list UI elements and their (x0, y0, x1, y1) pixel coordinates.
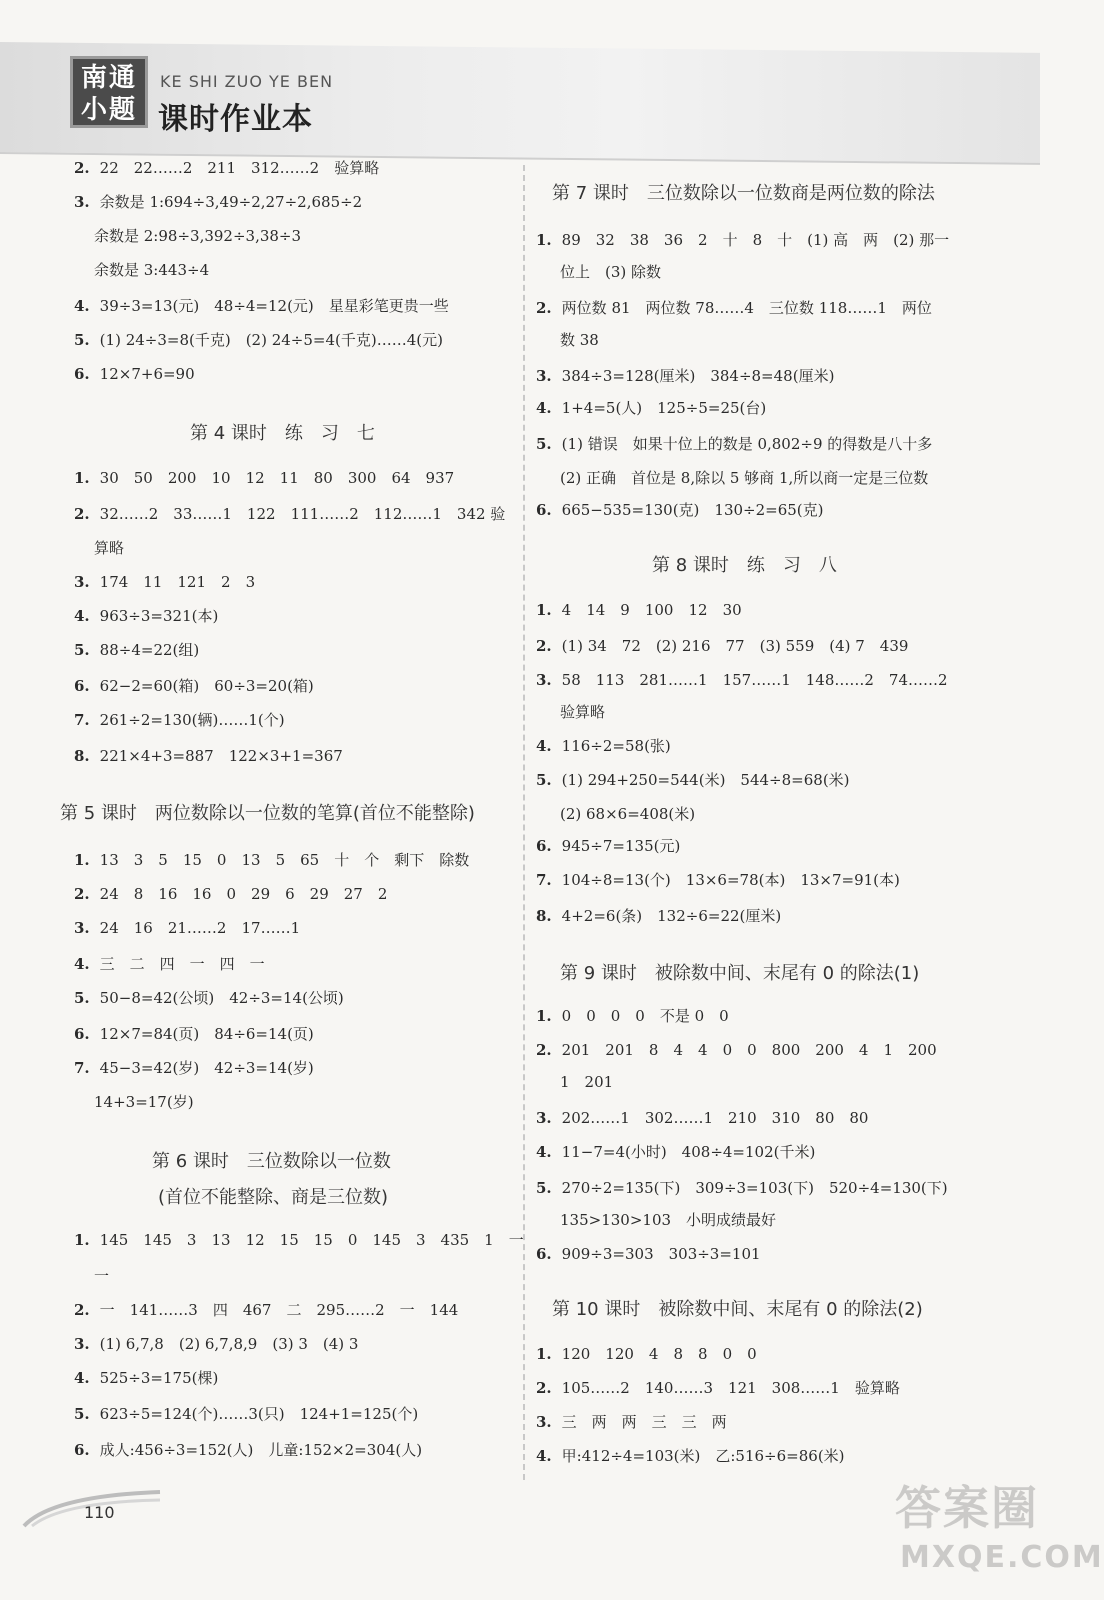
answer-text: 45−3=42(岁) 42÷3=14(岁) (99, 1059, 314, 1077)
header-band (0, 42, 1040, 165)
section-heading: 第 7 课时 三位数除以一位数商是两位数的除法 (552, 183, 935, 204)
answer-item (536, 770, 850, 790)
answer-item (74, 676, 314, 696)
answer-text: 32……2 33……1 122 111……2 112……1 342 验 (99, 505, 506, 523)
answer-text: 221×4+3=887 122×3+1=367 (99, 747, 343, 765)
answer-text: 202……1 302……1 210 310 80 80 (561, 1109, 869, 1127)
item-number: 6. (536, 837, 552, 855)
answer-item (536, 600, 742, 620)
item-number: 4. (74, 607, 90, 625)
answer-text: 525÷3=175(棵) (99, 1369, 219, 1387)
answer-text: 105……2 140……3 121 308……1 验算略 (561, 1379, 900, 1397)
item-number: 2. (536, 299, 552, 317)
answer-text: 1 201 (560, 1073, 614, 1091)
answer-item (74, 606, 218, 626)
item-number: 8. (536, 907, 552, 925)
item-number: 3. (536, 367, 552, 385)
answer-text: 4+2=6(条) 132÷6=22(厘米) (561, 907, 782, 925)
item-number: 6. (536, 501, 552, 519)
answer-item (74, 710, 285, 730)
item-number: 7. (536, 871, 552, 889)
page-number: 110 (84, 1503, 115, 1522)
item-number: 6. (536, 1245, 552, 1263)
item-number: 4. (74, 955, 90, 973)
item-number: 2. (536, 637, 552, 655)
answer-text: 88÷4=22(组) (99, 641, 200, 659)
answer-text: 201 201 8 4 4 0 0 800 200 4 1 200 (561, 1041, 937, 1059)
item-number: 3. (74, 1335, 90, 1353)
answer-item (74, 1404, 418, 1424)
answer-text: 位上 (3) 除数 (560, 263, 662, 281)
answer-item (74, 364, 195, 384)
answer-text: 261÷2=130(辆)……1(个) (99, 711, 285, 729)
item-number: 3. (74, 573, 90, 591)
answer-text: 50−8=42(公顷) 42÷3=14(公顷) (99, 989, 344, 1007)
answer-text: 104÷8=13(个) 13×6=78(本) 13×7=91(本) (561, 871, 900, 889)
item-number: 3. (536, 671, 552, 689)
item-number: 7. (74, 711, 90, 729)
item-number: 4. (74, 297, 90, 315)
answer-item (74, 850, 469, 870)
answer-text: (1) 34 72 (2) 216 77 (3) 559 (4) 7 439 (561, 637, 909, 655)
answer-item (536, 1108, 868, 1128)
answer-text: 两位数 81 两位数 78……4 三位数 118……1 两位 (561, 299, 932, 317)
answer-item (74, 572, 255, 592)
answer-text: 余数是 1:694÷3,49÷2,27÷2,685÷2 (99, 193, 363, 211)
answer-item (536, 836, 680, 856)
answer-text: 120 120 4 8 8 0 0 (561, 1345, 757, 1363)
answer-text: 945÷7=135(元) (561, 837, 681, 855)
item-number: 4. (536, 1143, 552, 1161)
item-number: 1. (536, 1345, 552, 1363)
answer-text: 665−535=130(克) 130÷2=65(克) (561, 501, 824, 519)
answer-item (74, 954, 265, 974)
answer-item (536, 670, 948, 690)
answer-text: (1) 6,7,8 (2) 6,7,8,9 (3) 3 (4) 3 (99, 1335, 359, 1353)
item-number: 2. (74, 505, 90, 523)
answer-text: (1) 错误 如果十位上的数是 0,802÷9 的得数是八十多 (561, 435, 933, 453)
answer-text: 4 14 9 100 12 30 (561, 601, 742, 619)
item-number: 3. (74, 919, 90, 937)
answer-item (536, 1446, 845, 1466)
item-number: 1. (74, 851, 90, 869)
answer-text: 24 16 21……2 17……1 (99, 919, 301, 937)
answer-text: 14+3=17(岁) (94, 1093, 194, 1111)
item-number: 6. (74, 1441, 90, 1459)
answer-text: 909÷3=303 303÷3=101 (561, 1245, 761, 1263)
answer-continuation (94, 1266, 109, 1286)
answer-item (536, 1142, 815, 1162)
item-number: 4. (536, 1447, 552, 1465)
brand-logo (70, 56, 148, 128)
item-number: 4. (536, 399, 552, 417)
answer-text: 12×7=84(页) 84÷6=14(页) (99, 1025, 314, 1043)
answer-text: 数 38 (560, 331, 599, 349)
answer-text: 384÷3=128(厘米) 384÷8=48(厘米) (561, 367, 835, 385)
answer-text: 三 二 四 一 四 一 (99, 955, 265, 973)
item-number: 5. (74, 989, 90, 1007)
section-heading: 第 9 课时 被除数中间、末尾有 0 的除法(1) (560, 963, 920, 984)
answer-item (536, 434, 932, 454)
answer-item (74, 884, 387, 904)
answer-text: 39÷3=13(元) 48÷4=12(元) 星星彩笔更贵一些 (99, 297, 449, 315)
answer-continuation (94, 226, 301, 246)
answer-continuation (560, 330, 599, 350)
answer-text: 22 22……2 211 312……2 验算略 (99, 159, 380, 177)
answer-item (74, 746, 343, 766)
answer-item (536, 906, 781, 926)
answer-text: 验算略 (560, 703, 606, 721)
answer-item (74, 1024, 314, 1044)
item-number: 1. (74, 1231, 90, 1249)
answer-item (74, 988, 344, 1008)
answer-item (536, 366, 834, 386)
answer-text: 余数是 3:443÷4 (94, 261, 210, 279)
answer-text: 58 113 281……1 157……1 148……2 74……2 (561, 671, 948, 689)
answer-item (74, 296, 449, 316)
item-number: 8. (74, 747, 90, 765)
answer-item (536, 1006, 729, 1026)
answer-text: (2) 68×6=408(米) (560, 805, 696, 823)
answer-continuation (560, 1210, 776, 1230)
item-number: 5. (74, 641, 90, 659)
item-number: 3. (536, 1109, 552, 1127)
answer-item (536, 1178, 948, 1198)
answer-text: 三 两 两 三 三 两 (561, 1413, 727, 1431)
item-number: 5. (536, 771, 552, 789)
item-number: 3. (536, 1413, 552, 1431)
answer-item (74, 640, 199, 660)
answer-item (536, 398, 766, 418)
item-number: 1. (536, 1007, 552, 1025)
item-number: 1. (74, 469, 90, 487)
answer-item (74, 1058, 314, 1078)
answer-text: 12×7+6=90 (99, 365, 195, 383)
answer-continuation (560, 804, 695, 824)
answer-text: 1+4=5(人) 125÷5=25(台) (561, 399, 767, 417)
item-number: 4. (536, 737, 552, 755)
watermark-site: MXQE.COM (900, 1540, 1104, 1575)
answer-item (536, 500, 824, 520)
answer-continuation (560, 702, 605, 722)
answer-item (536, 1378, 900, 1398)
item-number: 2. (74, 1301, 90, 1319)
item-number: 7. (74, 1059, 90, 1077)
answer-text: 算略 (94, 539, 125, 557)
item-number: 5. (536, 1179, 552, 1197)
answer-item (74, 192, 362, 212)
section-heading: (首位不能整除、商是三位数) (158, 1187, 389, 1208)
answer-text: 成人:456÷3=152(人) 儿童:152×2=304(人) (99, 1441, 423, 1459)
answer-item (536, 736, 671, 756)
answer-text: 89 32 38 36 2 十 8 十 (1) 高 两 (2) 那一 (561, 231, 950, 249)
answer-text: 135>130>103 小明成绩最好 (560, 1211, 777, 1229)
answer-text: (1) 294+250=544(米) 544÷8=68(米) (561, 771, 850, 789)
section-heading: 第 6 课时 三位数除以一位数 (152, 1151, 391, 1172)
answer-item (74, 504, 505, 524)
section-heading: 第 10 课时 被除数中间、末尾有 0 的除法(2) (552, 1299, 923, 1320)
answer-continuation (560, 1072, 613, 1092)
logo-line2: 小题 (80, 95, 137, 125)
answer-item (536, 870, 900, 890)
item-number: 5. (74, 331, 90, 349)
item-number: 1. (536, 601, 552, 619)
item-number: 2. (74, 885, 90, 903)
item-number: 6. (74, 365, 90, 383)
section-heading: 第 4 课时 练 习 七 (190, 423, 375, 444)
item-number: 1. (536, 231, 552, 249)
answer-item (536, 1412, 727, 1432)
answer-text: 一 (94, 1267, 110, 1285)
answer-text: 11−7=4(小时) 408÷4=102(千米) (561, 1143, 816, 1161)
answer-item (536, 1244, 761, 1264)
answer-item (536, 1040, 937, 1060)
watermark-logo: 答案圈 (895, 1481, 1039, 1535)
answer-continuation (94, 538, 124, 558)
answer-text: 一 141……3 四 467 二 295……2 一 144 (99, 1301, 459, 1319)
answer-text: 116÷2=58(张) (561, 737, 671, 755)
item-number: 6. (74, 677, 90, 695)
answer-text: 963÷3=321(本) (99, 607, 219, 625)
answer-item (74, 1440, 422, 1460)
answer-continuation (560, 468, 928, 488)
answer-text: 623÷5=124(个)……3(只) 124+1=125(个) (99, 1405, 419, 1423)
section-heading: 第 5 课时 两位数除以一位数的笔算(首位不能整除) (60, 803, 475, 824)
answer-continuation (94, 1092, 194, 1112)
answer-item (536, 298, 932, 318)
answer-item (74, 1230, 524, 1250)
answer-continuation (560, 262, 661, 282)
item-number: 6. (74, 1025, 90, 1043)
answer-text: 24 8 16 16 0 29 6 29 27 2 (99, 885, 388, 903)
answer-item (74, 1368, 218, 1388)
answer-item (536, 636, 908, 656)
answer-text: (1) 24÷3=8(千克) (2) 24÷5=4(千克)……4(元) (99, 331, 443, 349)
item-number: 5. (536, 435, 552, 453)
answer-text: 13 3 5 15 0 13 5 65 十 个 剩下 除数 (99, 851, 470, 869)
answer-item (536, 230, 949, 250)
item-number: 2. (74, 159, 90, 177)
answer-text: (2) 正确 首位是 8,除以 5 够商 1,所以商一定是三位数 (560, 469, 929, 487)
answer-text: 174 11 121 2 3 (99, 573, 256, 591)
answer-text: 145 145 3 13 12 15 15 0 145 3 435 1 一 (99, 1231, 524, 1249)
answer-continuation (94, 260, 209, 280)
column-divider (523, 165, 525, 1480)
answer-text: 62−2=60(箱) 60÷3=20(箱) (99, 677, 314, 695)
answer-text: 甲:412÷4=103(米) 乙:516÷6=86(米) (561, 1447, 845, 1465)
logo-line1: 南通 (80, 63, 137, 93)
item-number: 2. (536, 1379, 552, 1397)
item-number: 2. (536, 1041, 552, 1059)
section-heading: 第 8 课时 练 习 八 (652, 555, 837, 576)
answer-text: 270÷2=135(下) 309÷3=103(下) 520÷4=130(下) (561, 1179, 948, 1197)
answer-item (74, 918, 300, 938)
item-number: 3. (74, 193, 90, 211)
series-title: 课时作业本 (158, 102, 313, 137)
answer-item (74, 158, 379, 178)
answer-text: 30 50 200 10 12 11 80 300 64 937 (99, 469, 455, 487)
item-number: 5. (74, 1405, 90, 1423)
answer-item (74, 1300, 458, 1320)
answer-text: 0 0 0 0 不是 0 0 (561, 1007, 729, 1025)
answer-item (74, 1334, 358, 1354)
answer-item (74, 330, 443, 350)
answer-text: 余数是 2:98÷3,392÷3,38÷3 (94, 227, 302, 245)
item-number: 4. (74, 1369, 90, 1387)
answer-item (536, 1344, 757, 1364)
series-subtitle: KE SHI ZUO YE BEN (160, 72, 334, 91)
answer-item (74, 468, 454, 488)
